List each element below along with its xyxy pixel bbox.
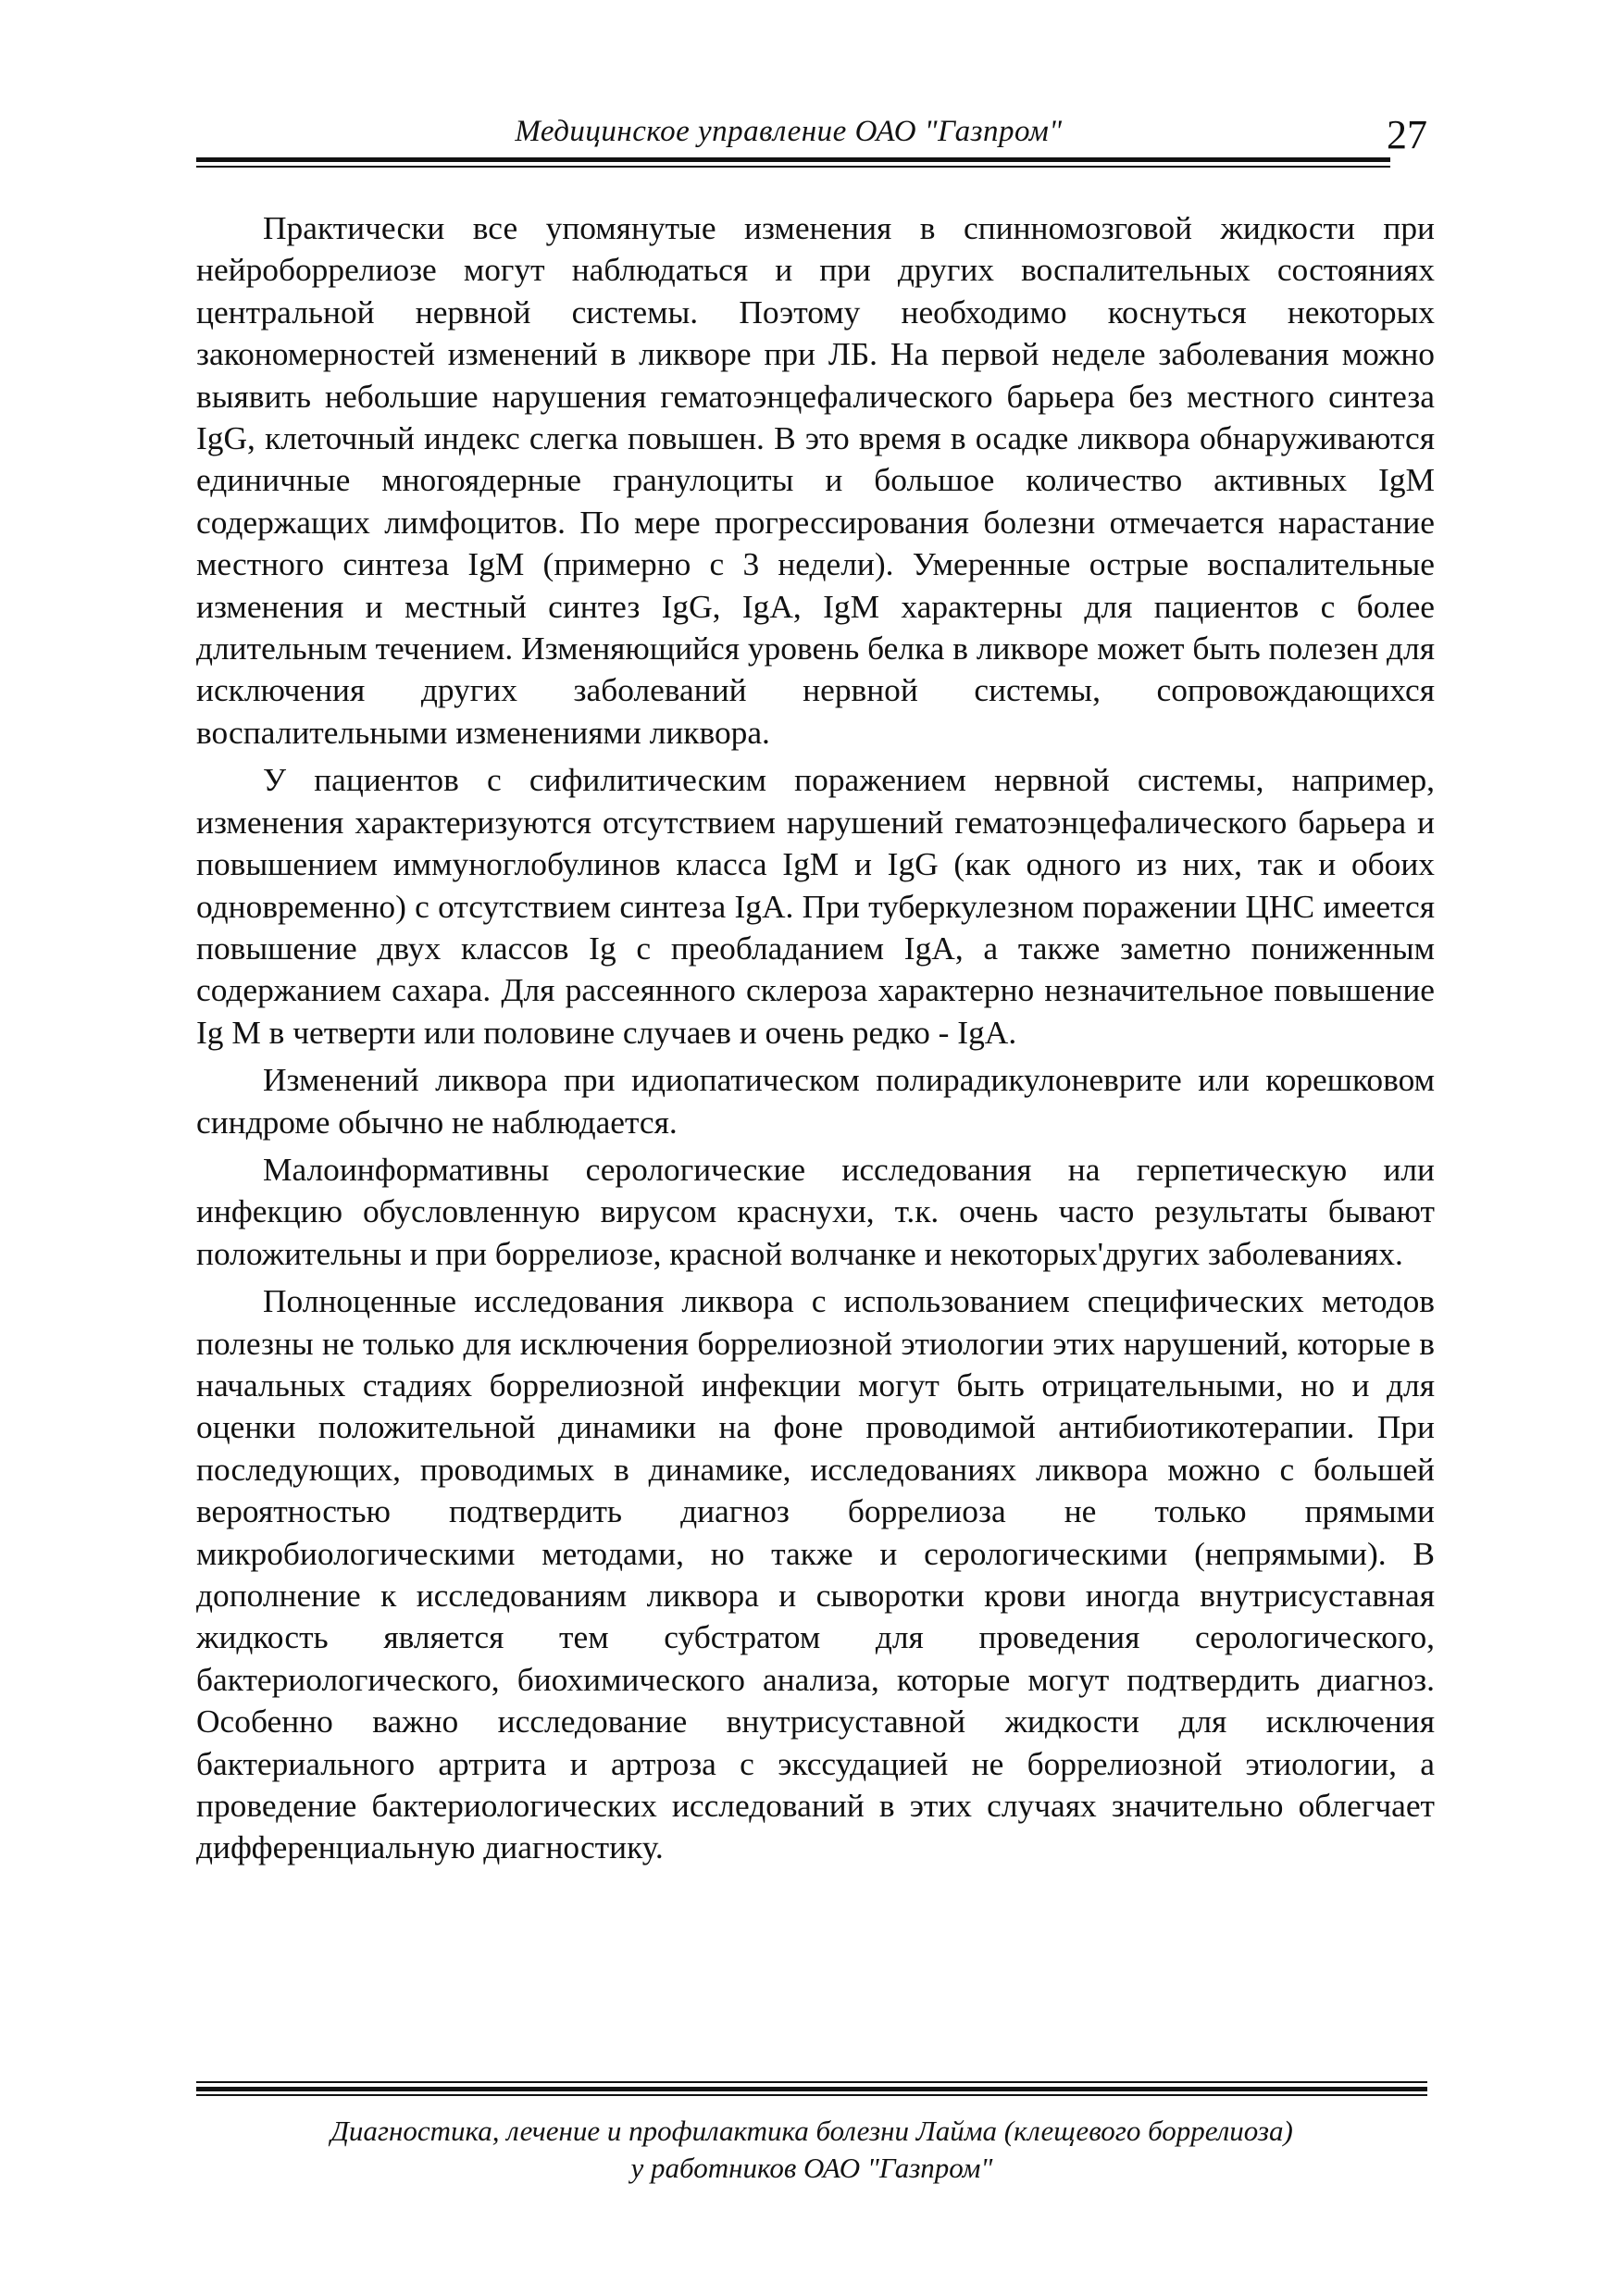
paragraph: Полноценные исследования ликвора с использованием специфических методов полезны не только для исключения боррелиозной этиологии этих нарушений, которые в начальных стадиях боррелиозной инфекции могут быть отрицательными, но и для оценки положительной динамики на фоне проводимой антибиотикотерапии. При последующих, проводимых в динамике, исследованиях ликвора можно с большей вероятностью подтвердить диагноз боррелиоза не только прямыми микробиологическими методами, но также и серологическими (непрямыми). В дополнение к исследованиям ликвора и сыворотки крови иногда внутрисуставная жидкость является тем субстратом для проведения серологического, бактериологического, биохимического анализа, которые могут подтвердить диагноз. Особенно важно исследование внутрисуставной жидкости для исключения бактериального артрита и артроза с экссудацией не боррелиозной этиологии, а проведение бактериологических исследований в этих случаях значительно облегчает дифференциальную диагностику. (196, 1282, 1435, 1866)
header-rule-thin (196, 166, 1390, 168)
footer-rule-thick (196, 2087, 1427, 2091)
footer-rule-thin (196, 2081, 1427, 2083)
footer-line-1: Диагностика, лечение и профилактика болезни Лайма (клещевого боррелиоза) (330, 2115, 1293, 2147)
header-title: Медицинское управление ОАО "Газпром" (515, 115, 1063, 148)
header-rule-thick (196, 157, 1390, 162)
running-header (196, 109, 1427, 183)
footer-rule-thin-lower (196, 2094, 1427, 2096)
paragraph: У пациентов с сифилитическим поражением нервной системы, например, изменения характеризуются отсутствием нарушений гематоэнцефалического барьера и повышением иммуноглобулинов класса IgM и IgG (как одного из них, так и обоих одновременно) с отсутствием синтеза IgA. При туберкулезном поражении ЦНС имеется повышение двух классов Ig с преобладанием IgA, а также заметно пониженным содержанием сахара. Для рассеянного склероза характерно незначительное повышение Ig M в четверти или половине случаев и очень редко - IgA. (196, 761, 1435, 1051)
paragraph: Изменений ликвора при идиопатическом полирадикулоневрите или корешковом синдроме обычно не наблюдается. (196, 1061, 1435, 1141)
page-number: 27 (1387, 112, 1427, 157)
footer-line-2: у работников ОАО "Газпром" (630, 2152, 993, 2184)
body-text (196, 207, 1435, 1875)
paragraph: Практически все упомянутые изменения в спинномозговой жидкости при нейроборрелиозе могут наблюдаться и при других воспалительных состояниях центральной нервной системы. Поэтому необходимо коснуться некоторых закономерностей изменений в ликворе при ЛБ. На первой неделе заболевания можно выявить небольшие нарушения гематоэнцефалического барьера без местного синтеза IgG, клеточный индекс слегка повышен. В это время в осадке ликвора обнаруживаются единичные многоядерные гранулоциты и большое количество активных IgM содержащих лимфоцитов. По мере прогрессирования болезни отмечается нарастание местного синтеза IgM (примерно с 3 недели). Умеренные острые воспалительные изменения и местный синтез IgG, IgA, IgM характерны для пациентов с более длительным течением. Изменяющийся уровень белка в ликворе может быть полезен для исключения других заболеваний нервной системы, сопровождающихся воспалительными изменениями ликвора. (196, 209, 1435, 751)
running-footer (196, 2081, 1427, 2187)
paragraph: Малоинформативны серологические исследования на герпетическую или инфекцию обусловленную вирусом краснухи, т.к. очень часто результаты бывают положительны и при боррелиозе, красной волчанке и некоторых'других заболеваниях. (196, 1150, 1435, 1272)
